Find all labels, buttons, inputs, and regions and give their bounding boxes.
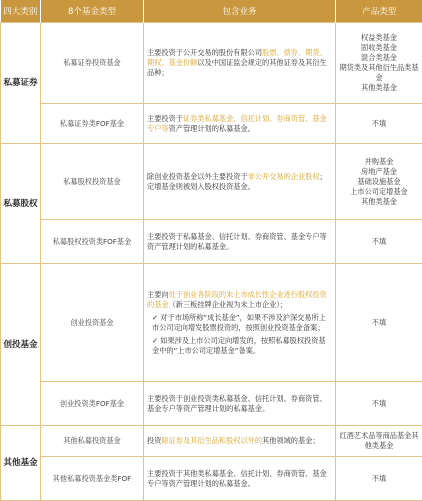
business-cell: 主要投资于私募基金、信托计划、券商资管、基金专户等资产管理计划的私募基金。 [144, 220, 336, 264]
business-text: 投资 [147, 436, 161, 445]
fund-type-cell: 私募股权投资类FOF基金 [41, 220, 144, 264]
business-text: 资产管理计划的私募基金。 [169, 124, 255, 133]
business-bullet: ✓ 如果涉及上市公司定向增发的，按照私募股权投资基金中的“上市公司定增基金”备案。 [147, 336, 332, 356]
product-cell: 红酒艺术品等商品基金其他类基金 [336, 426, 422, 457]
business-text: （新三板挂牌企业视为未上市企业）； [169, 300, 288, 309]
product-cell: 不填 [336, 104, 422, 144]
table-row [1, 457, 422, 501]
business-highlight: 处于创业各阶段的未上市成长性企业进行股权投资的基金 [147, 290, 327, 309]
business-highlight: 股票、债券、期货、期权、基金份额 [147, 48, 327, 67]
product-cell: 不填 [336, 382, 422, 426]
product-cell: 不填 [336, 264, 422, 382]
business-cell [144, 23, 336, 104]
business-text: 除创业投资基金以外主要投资于 [147, 172, 248, 181]
business-text: 定增基金则被划入股权投资基金。 [147, 182, 332, 192]
table-row [1, 220, 422, 264]
business-text: 以及中国证监会规定的其他证券及其衍生品种； [147, 58, 327, 77]
header-row [1, 0, 422, 23]
business-highlight: 非公开交易的企业股权 [248, 172, 320, 181]
business-text: 主要投资于 [147, 114, 183, 123]
product-cell [336, 144, 422, 220]
product-item: 房地产基金 [339, 167, 419, 177]
product-item: 并购基金 [339, 157, 419, 167]
business-text: ； [320, 172, 327, 181]
product-cell: 不填 [336, 457, 422, 501]
table-row [1, 104, 422, 144]
product-item: 期货类及其他衍生品类基金 [339, 63, 419, 83]
product-item: 上市公司定增基金 [339, 187, 419, 197]
business-text: 其他领域的基金； [262, 436, 320, 445]
business-cell [144, 264, 336, 382]
product-item: 固收类基金 [339, 43, 419, 53]
business-cell: 主要投资于创业投资类私募基金、信托计划、券商资管、基金专户等资产管理计划的私募基金。 [144, 382, 336, 426]
category-venture: 创投基金 [1, 264, 41, 426]
category-securities: 私募证券 [1, 23, 41, 144]
business-highlight: 除证券及其衍生品和股权以外的 [161, 436, 262, 445]
header-category: 四大类别 [1, 0, 41, 23]
table-row [1, 426, 422, 457]
fund-type-cell: 私募股权投资基金 [41, 144, 144, 220]
business-text: 主要投资于公开交易的股份有限公司 [147, 48, 262, 57]
business-cell: 主要投资于其他类私募基金、信托计划、券商资管、基金专户等资产管理计划的私募基金。 [144, 457, 336, 501]
fund-type-cell: 私募证券类FOF基金 [41, 104, 144, 144]
header-product-type: 产品类型 [336, 0, 422, 23]
fund-type-cell: 其他私募投资基金 [41, 426, 144, 457]
product-item: 其他类基金 [339, 83, 419, 93]
table-row [1, 264, 422, 382]
business-cell [144, 426, 336, 457]
fund-type-cell: 创业投资类FOF基金 [41, 382, 144, 426]
table-row [1, 144, 422, 220]
business-text: 主要向 [147, 290, 169, 299]
table-row [1, 23, 422, 104]
product-cell [336, 23, 422, 104]
header-fund-type: 8个基金类型 [41, 0, 144, 23]
category-equity: 私募股权 [1, 144, 41, 264]
product-item: 其他类基金 [339, 197, 419, 207]
product-cell: 不填 [336, 220, 422, 264]
fund-type-cell: 创业投资基金 [41, 264, 144, 382]
business-highlight: 证券类私募基金、信托计划、券商资管、基金专户等 [147, 114, 327, 133]
business-cell [144, 104, 336, 144]
product-item: 混合类基金 [339, 53, 419, 63]
fund-type-cell: 私募证券投资基金 [41, 23, 144, 104]
header-business: 包含业务 [144, 0, 336, 23]
product-item: 权益类基金 [339, 33, 419, 43]
business-cell [144, 144, 336, 220]
fund-type-cell: 其他私募投资基金类FOF [41, 457, 144, 501]
table-row [1, 382, 422, 426]
business-bullet: ✓ 对于市场所称“成长基金”，如果不涉及沪深交易所上市公司定向增发股票投资的，按照创业投资基金备案； [147, 313, 332, 333]
category-other: 其他基金 [1, 426, 41, 501]
product-item: 基础设施基金 [339, 177, 419, 187]
